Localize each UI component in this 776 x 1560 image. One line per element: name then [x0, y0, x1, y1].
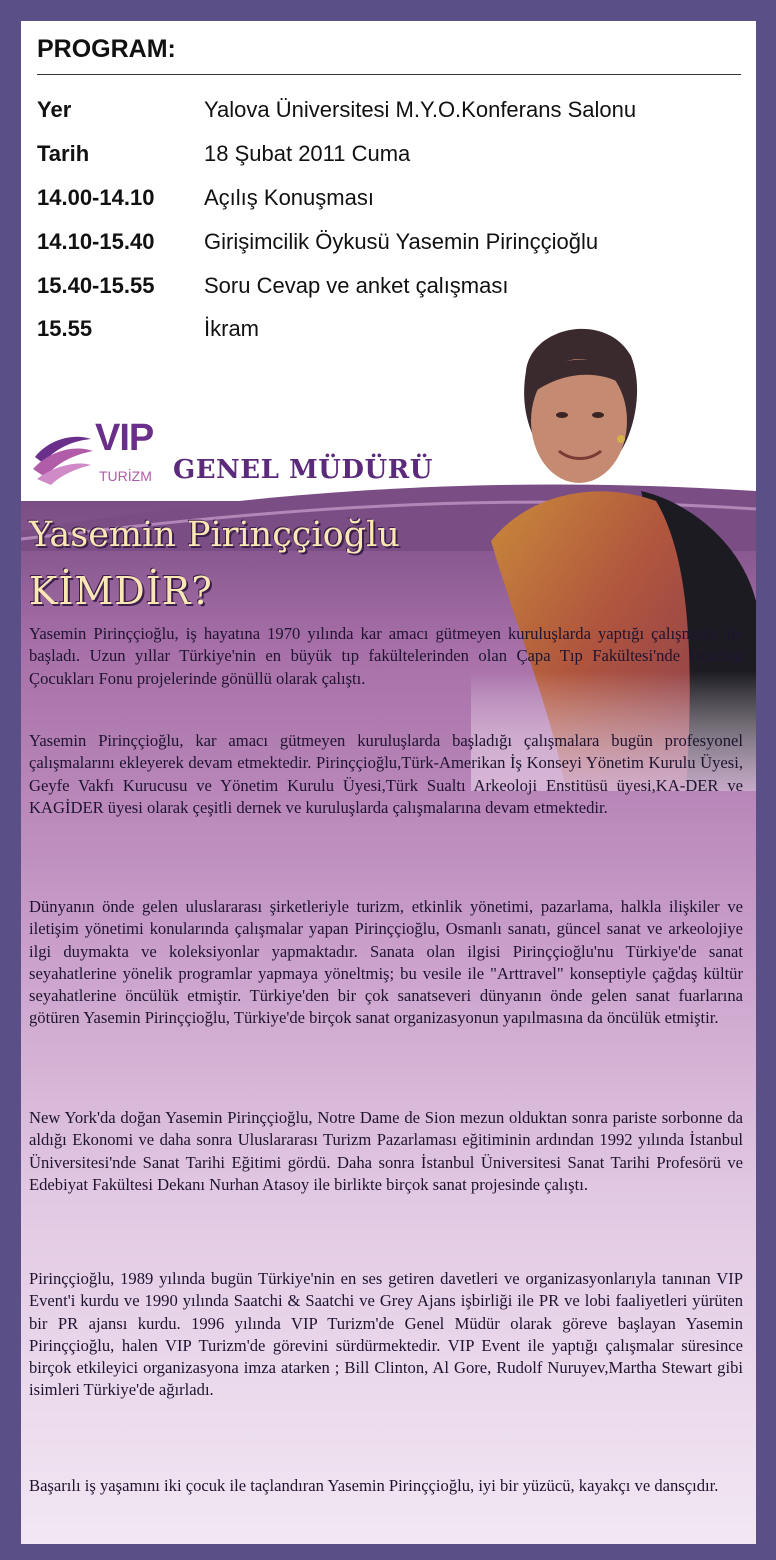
program-row-value: Yalova Üniversitesi M.Y.O.Konferans Salonu	[204, 97, 637, 122]
portrait-photo	[471, 311, 756, 791]
program-row-value: 18 Şubat 2011 Cuma	[204, 141, 411, 166]
bio-paragraph-6: Başarılı iş yaşamını iki çocuk ile taçlandıran Yasemin Pirinççioğlu, iyi bir yüzücü, kayakçı ve dansçıdır.	[29, 1476, 719, 1495]
program-heading: PROGRAM:	[37, 35, 176, 63]
bio-paragraph-3: Dünyanın önde gelen uluslararası şirketleriyle turizm, etkinlik yönetimi, pazarlama, halkla ilişkiler ve iletişim yönetimi konularında çalışmalar yapan Pirinççioğlu, Osmanlı sanatı, güncel sanat ve arkeolojiye ilgi duymakta ve koleksiyonlar yapmaktadır. Sanata olan ilgisi Pirinççioğlu'nu Türkiye'de sanat seyahatlerine yönelik programlar yapmaya yöneltmiş; bu vesile ile "Arttravel" konseptiyle çağdaş kültür seyahatlerine öncülük etmiştir. Türkiye'den bir çok sanatseveri dünyanın önde gelen sanat fuarlarına götüren Yasemin Pirinççioğlu, Türkiye'de birçok sanat organizasyonun yapılmasına da öncülük etmiştir.	[29, 897, 743, 1028]
program-row-opening	[37, 185, 737, 215]
bio-paragraph-5: Pirinççioğlu, 1989 yılında bugün Türkiye'nin en ses getiren davetleri ve organizasyonlarıyla tanınan VIP Event'i kurdu ve 1990 yılında Saatchi & Saatchi ve Grey Ajans işbirliği ile PR ve lobi faaliyetleri yürüten bir PR ajansı kurdu. 1996 yılında VIP Turizm'de Genel Müdür olarak göreve başlayan Yasemin Pirinççioğlu, halen VIP Turizm'de görevini sürdürmektedir. VIP Event ile yaptığı çalışmalar süresince birçok etkileyici organizasyona imza atarken ; Bill Clinton, Al Gore, Rudolf Nuruyev,Martha Stewart gibi isimleri Türkiye'de ağırladı.	[29, 1269, 743, 1400]
turizm-brand-text: TURİZM	[99, 468, 152, 484]
flyer-page	[21, 21, 756, 1544]
role-title: GENEL MÜDÜRÜ	[173, 455, 433, 485]
vip-brand-text: VIP	[95, 417, 154, 459]
program-row-label: Tarih	[37, 141, 90, 166]
program-row-date	[37, 141, 737, 171]
who-is-title: KİMDİR?	[29, 569, 213, 613]
program-row-venue	[37, 97, 737, 127]
program-row-label: 15.40-15.55	[37, 273, 155, 298]
program-row-label: 14.10-15.40	[37, 229, 155, 254]
bio-paragraph-2: Yasemin Pirinççioğlu, kar amacı gütmeyen kuruluşlarda başladığı çalışmalara bugün profesyonel çalışmalarını ekleyerek devam etmektedir. Pirinççioğlu,Türk-Amerikan İş Konseyi Yönetim Kurulu Üyesi, Geyfe Vakfı Kurucusu ve Yönetim Kurulu Üyesi,Türk Sualtı Arkeoloji Enstitüsü üyesi,KA-DER ve KAGİDER üyesi olarak çeşitli dernek ve kuruluşlarda çalışmalarına devam etmektedir.	[29, 731, 743, 817]
program-row-label: 14.00-14.10	[37, 185, 155, 210]
bio-paragraph-1: Yasemin Pirinççioğlu, iş hayatına 1970 yılında kar amacı gütmeyen kuruluşlarda yaptığı çalışmalar ile başladı. Uzun yıllar Türkiye'nin en büyük tıp fakültelerinden olan Çapa Tıp Fakültesi'nde İstanbul Çocukları Fonu projelerinde gönüllü olarak çalıştı.	[29, 624, 743, 688]
bio-paragraph-4: New York'da doğan Yasemin Pirinççioğlu, Notre Dame de Sion mezun olduktan sonra pariste sorbonne da aldığı Ekonomi ve daha sonra Uluslararası Turizm Pazarlaması eğitiminin ardından 1992 yılında İstanbul Üniversitesi'nde Sanat Tarihi Eğitimi gördü. Daha sonra İstanbul Üniversitesi Sanat Tarihi Profesörü ve Edebiyat Fakültesi Dekanı Nurhan Atasoy ile birlikte birçok sanat projesinde çalıştı.	[29, 1108, 743, 1194]
program-row-label: Yer	[37, 97, 72, 122]
program-row-label: 15.55	[37, 316, 93, 341]
program-row-value: İkram	[204, 316, 259, 341]
program-row-value: Açılış Konuşması	[204, 185, 374, 210]
program-row-value: Soru Cevap ve anket çalışması	[204, 273, 509, 298]
person-name-title: Yasemin Pirinççioğlu	[29, 515, 400, 555]
program-row-value: Girişimcilik Öykusü Yasemin Pirinççioğlu	[204, 229, 599, 254]
program-divider	[37, 74, 741, 75]
program-row-story	[37, 229, 737, 259]
program-row-qa	[37, 273, 737, 303]
